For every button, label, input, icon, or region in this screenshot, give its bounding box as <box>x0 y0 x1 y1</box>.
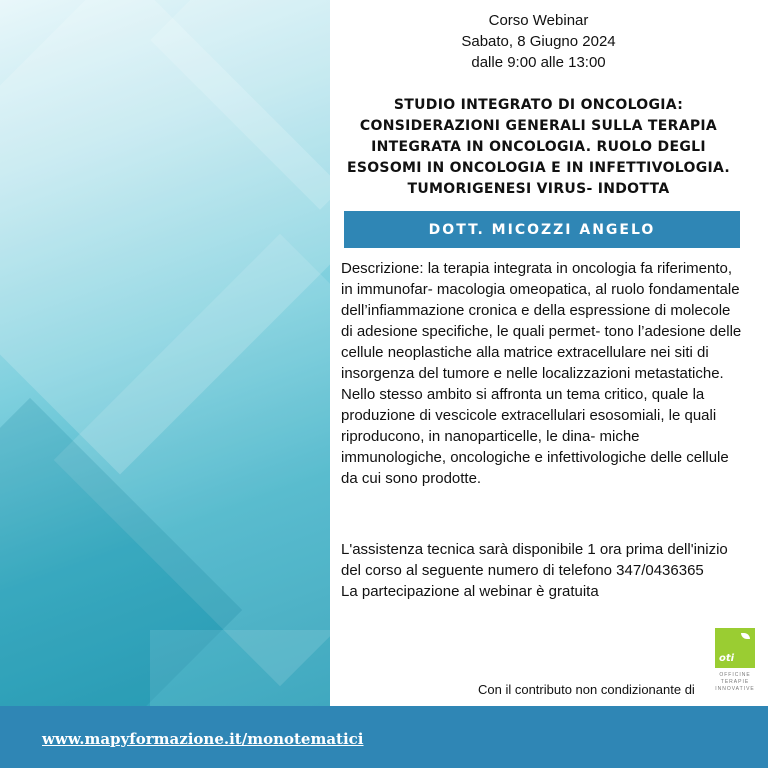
logo-caption-line: OFFICINE <box>719 672 751 678</box>
title-line: TUMORIGENESI VIRUS- INDOTTA <box>407 181 670 197</box>
leaf-icon <box>741 633 750 639</box>
oti-logo-mark <box>715 628 755 668</box>
course-description: Descrizione: la terapia integrata in oncologia fa riferimento, in immunofar- macologia omeopatica, al ruolo fondamentale dell’infiammazione cronica e della espressione di molecole di adesione specifiche, le quali permet- tono l’adesione delle cellule neoplastiche alla matrice extracellulare nei siti di insorgenza del tumore e nelle localizzazioni metastatiche. Nello stesso ambito si affronta un tema critico, quale la produzione di vescicole extracellulari esosomiali, le quali riproducono, in nanoparticelle, le dina- miche immunologiche, oncologiche e infettivologiche delle cellule da cui sono prodotte. <box>341 260 742 487</box>
sponsor-note: Con il contributo non condizionante di <box>478 682 695 697</box>
decorative-background-panel <box>0 0 330 706</box>
assistance-phone-line: del corso al seguente numero di telefono 347/0436365 <box>341 562 704 579</box>
assistance-line: L'assistenza tecnica sarà disponibile 1 ora prima dell'inizio <box>341 541 728 558</box>
assistance-info <box>341 539 751 602</box>
sponsor-logo <box>712 628 758 693</box>
title-line: ESOSOMI IN ONCOLOGIA E IN INFETTIVOLOGIA. <box>346 160 731 176</box>
logo-caption <box>712 672 758 693</box>
logo-text: oti <box>719 653 735 664</box>
logo-caption-line: TERAPIE <box>720 679 750 685</box>
title-line: INTEGRATA IN ONCOLOGIA. RUOLO DEGLI <box>371 139 706 155</box>
speaker-name: DOTT. MICOZZI ANGELO <box>428 221 656 238</box>
footer-bar <box>0 706 768 768</box>
event-type: Corso Webinar <box>488 12 589 29</box>
event-header <box>330 10 747 73</box>
course-title <box>330 95 747 200</box>
logo-caption-line: INNOVATIVE <box>715 686 755 692</box>
speaker-banner <box>344 211 740 248</box>
title-line: STUDIO INTEGRATO DI ONCOLOGIA: <box>393 97 684 113</box>
event-time: dalle 9:00 alle 13:00 <box>471 54 606 71</box>
title-line: CONSIDERAZIONI GENERALI SULLA TERAPIA <box>359 118 718 134</box>
participation-note: La partecipazione al webinar è gratuita <box>341 583 599 600</box>
event-date: Sabato, 8 Giugno 2024 <box>461 33 616 50</box>
background-facet <box>150 630 330 706</box>
website-link[interactable]: www.mapyformazione.it/monotematici <box>42 730 364 748</box>
